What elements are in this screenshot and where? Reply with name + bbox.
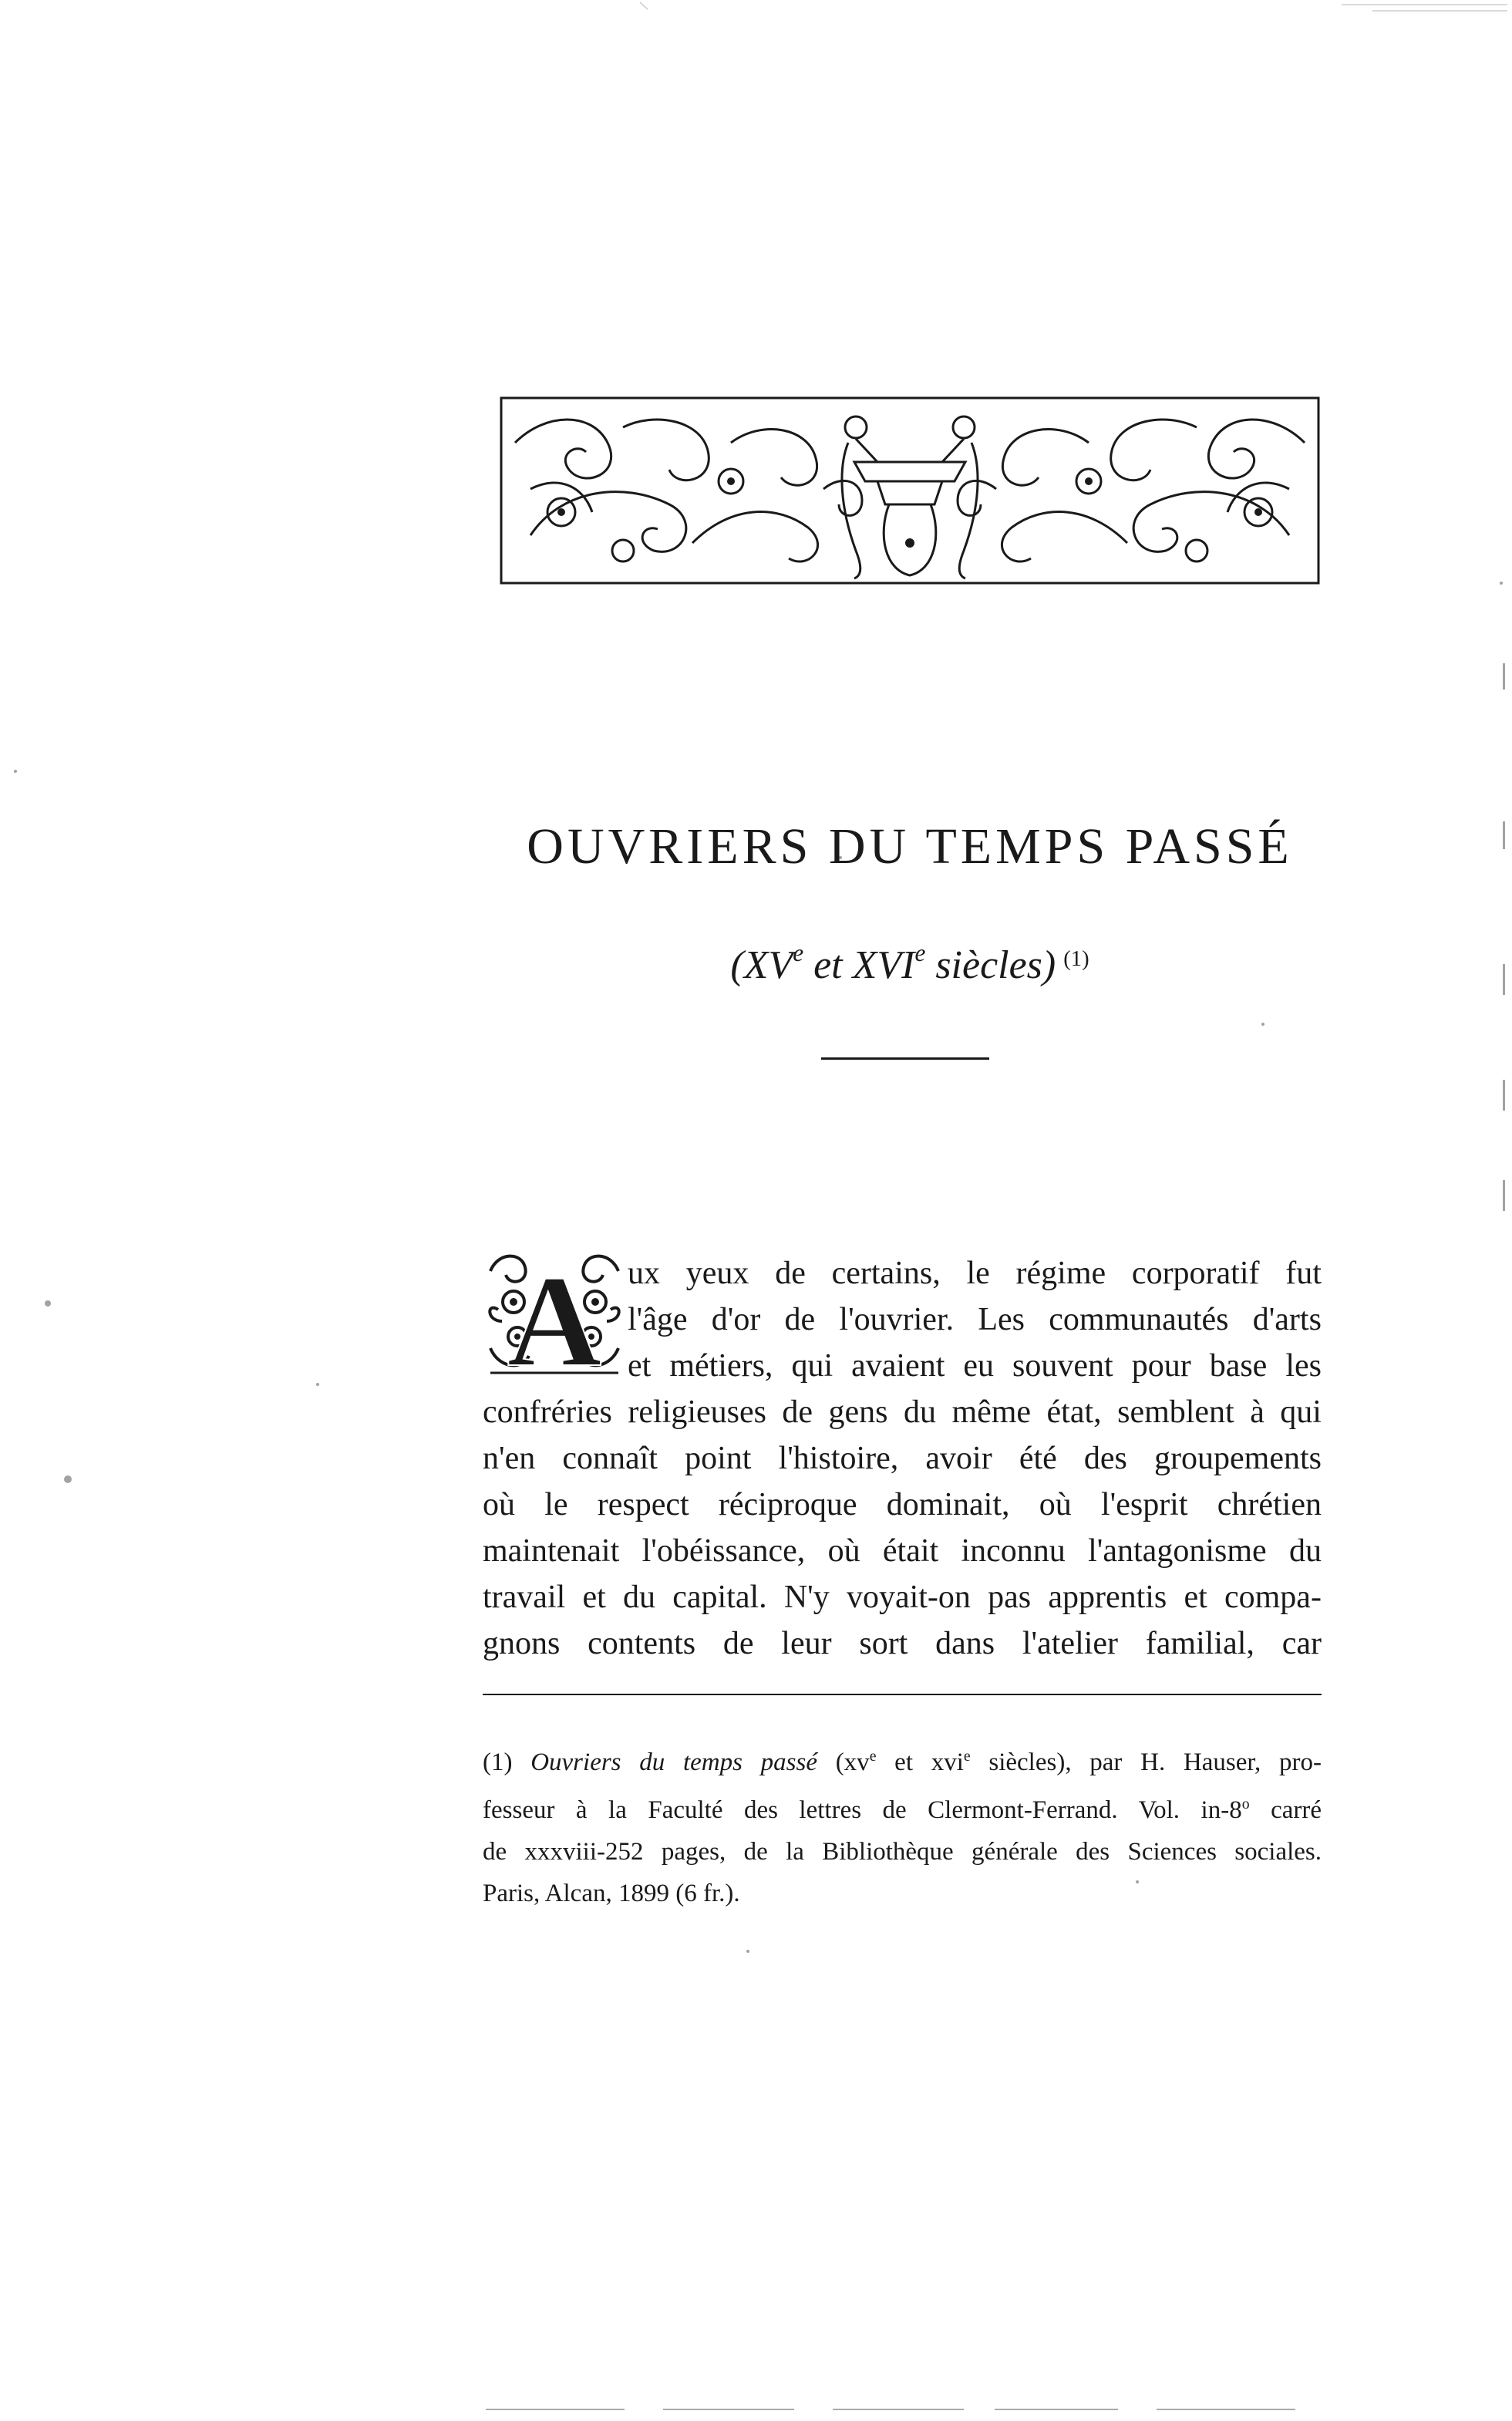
body-line-2: l'âge d'or de l'ouvrier. Les communautés d'arts	[628, 1302, 1322, 1337]
footnote-line-2-sup: o	[1241, 1795, 1250, 1812]
footnote-book-title: Ouvriers du temps passé	[530, 1748, 817, 1776]
body-line-9: gnons contents de leur sort dans l'atelier familial, car	[483, 1626, 1322, 1661]
footnote-number: (1)	[483, 1748, 513, 1776]
footnote-line-2	[483, 1783, 1322, 1831]
footnote-line-4: Paris, Alcan, 1899 (6 fr.).	[483, 1879, 740, 1907]
footnote-divider	[483, 1694, 1322, 1695]
subtitle-mid: et XVI	[803, 942, 915, 987]
subtitle-open: (XV	[730, 942, 793, 987]
ornamental-headpiece-icon	[500, 396, 1320, 585]
footnote-l1-b: et xvi	[876, 1748, 964, 1776]
dropcap-letter: A	[507, 1249, 602, 1377]
footnote-line-2-text: fesseur à la Faculté des lettres de Clermont-Ferrand. Vol. in-8	[483, 1796, 1242, 1824]
subtitle-sup-2: e	[914, 939, 926, 966]
footnote-l1-sup2: e	[963, 1748, 971, 1765]
subtitle-sup-1: e	[793, 939, 804, 966]
footnote-line-3: de xxxviii-252 pages, de la Bibliothèque générale des Sciences sociales.	[483, 1837, 1322, 1866]
page-title: OUVRIERS DU TEMPS PASSÉ	[527, 818, 1293, 875]
decorated-initial-icon	[483, 1248, 626, 1377]
subtitle-close: siècles)	[925, 942, 1056, 987]
title-divider	[821, 1057, 989, 1060]
footnote-l1-a: (xv	[817, 1748, 870, 1776]
footnote-l1-sup1: e	[869, 1748, 877, 1765]
page-subtitle	[478, 939, 1342, 988]
body-line-3: et métiers, qui avaient eu souvent pour base les	[628, 1348, 1322, 1384]
footnote-l1-c: siècles), par H. Hauser, pro-	[970, 1748, 1322, 1776]
footnote-line-1	[483, 1735, 1322, 1783]
body-line-5: n'en connaît point l'histoire, avoir été des groupements	[483, 1441, 1322, 1476]
footnote	[483, 1735, 1322, 1914]
body-line-7: maintenait l'obéissance, où était inconnu l'antagonisme du	[483, 1533, 1322, 1569]
body-line-1: ux yeux de certains, le régime corporatif fut	[628, 1256, 1322, 1291]
footnote-reference: (1)	[1063, 947, 1089, 972]
body-line-8: travail et du capital. N'y voyait-on pas apprentis et compa-	[483, 1580, 1322, 1615]
body-line-4: confréries religieuses de gens du même état, semblent à qui	[483, 1394, 1322, 1430]
body-line-6: où le respect réciproque dominait, où l'esprit chrétien	[483, 1487, 1322, 1522]
bottom-edge-rules	[432, 2406, 1396, 2413]
footnote-line-2-end: carré	[1249, 1796, 1322, 1824]
